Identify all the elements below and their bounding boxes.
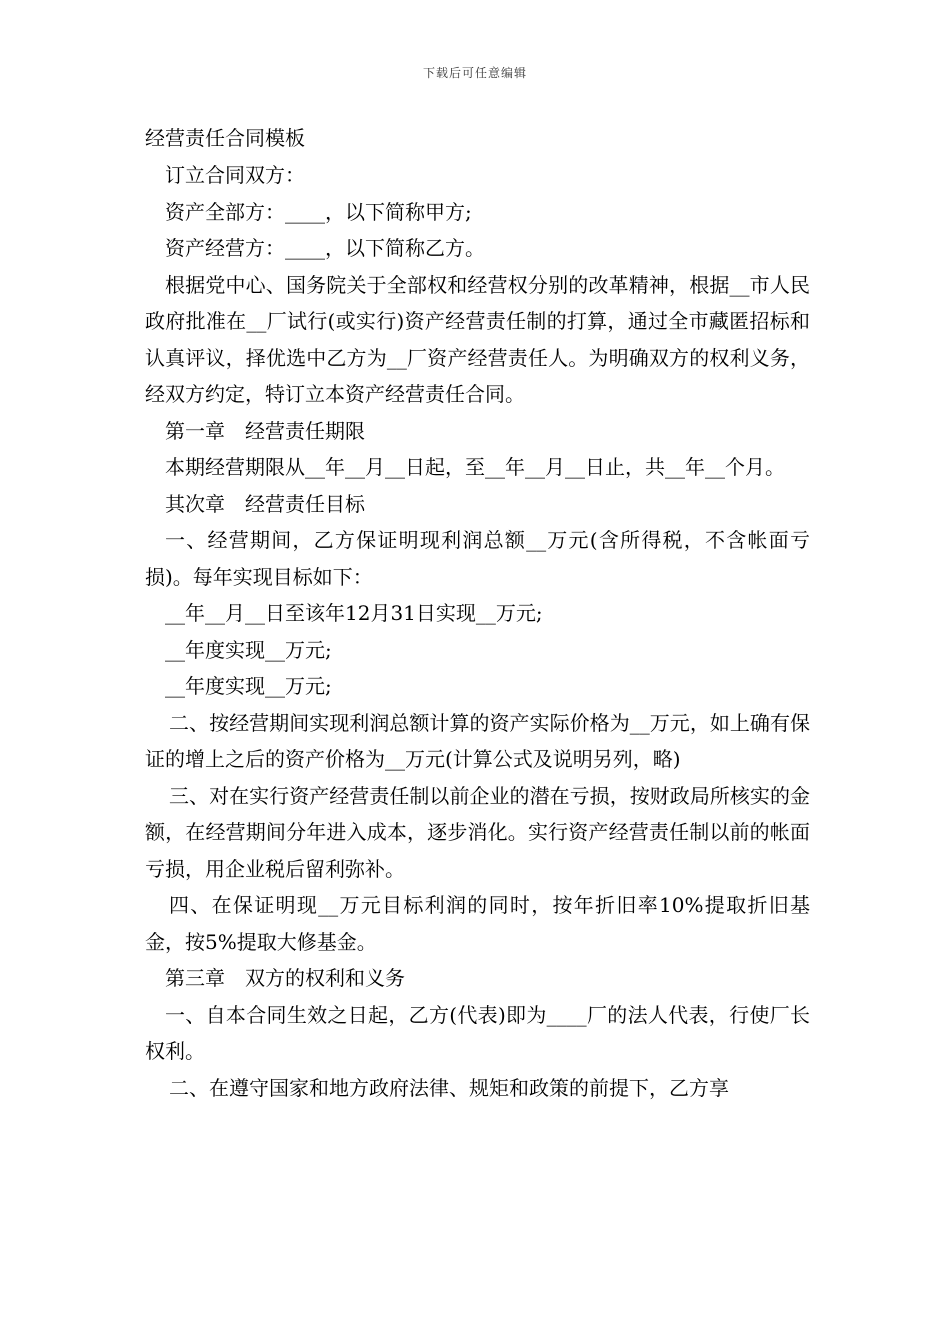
paragraph-target-year-2: __年度实现__万元;: [165, 637, 332, 662]
paragraph-party-b: 资产经营方：____，以下简称乙方。: [165, 236, 485, 260]
paragraph-term: 本期经营期限从__年__月__日起，至__年__月__日止，共__年__个月。: [165, 455, 785, 479]
chapter-2-heading: 其次章 经营责任目标: [165, 491, 365, 516]
paragraph-target-4: 四、在保证明现__万元目标利润的同时，按年折旧率10%提取折旧基金，按5%提取大修基金。: [145, 893, 810, 954]
document-title: 经营责任合同模板: [145, 126, 305, 150]
paragraph-preamble: 根据党中心、国务院关于全部权和经营权分别的改革精神，根据__市人民政府批准在__厂试行(或实行)资产经营责任制的打算，通过全市藏匿招标和认真评议，择优选中乙方为__厂资产经营责任人。为明确双方的权利义务，经双方约定，特订立本资产经营责任合同。: [145, 272, 810, 406]
paragraph-target-year-3: __年度实现__万元;: [165, 674, 332, 698]
paragraph-target-3: 三、对在实行资产经营责任制以前企业的潜在亏损，按财政局所核实的金额，在经营期间分年进入成本，逐步消化。实行资产经营责任制以前的帐面亏损，用企业税后留利弥补。: [145, 783, 810, 881]
paragraph-rights-1: 一、自本合同生效之日起，乙方(代表)即为____厂的法人代表，行使厂长权利。: [145, 1002, 810, 1063]
paragraph-target-1: 一、经营期间，乙方保证明现利润总额__万元(含所得税，不含帐面亏损)。每年实现目标如下：: [145, 528, 810, 589]
chapter-3-heading: 第三章 双方的权利和义务: [165, 966, 405, 990]
header-note: 下载后可任意编辑: [422, 66, 527, 80]
paragraph-rights-2: 二、在遵守国家和地方政府法律、规矩和政策的前提下，乙方享: [169, 1075, 729, 1100]
document-body: [145, 120, 810, 1106]
paragraph-target-2: 二、按经营期间实现利润总额计算的资产实际价格为__万元，如上确有保证的增上之后的资产价格为__万元(计算公式及说明另列，略): [145, 710, 810, 771]
chapter-1-heading: 第一章 经营责任期限: [165, 418, 365, 443]
paragraph-target-year-1: __年__月__日至该年12月31日实现__万元;: [165, 601, 543, 625]
paragraph-parties: 订立合同双方：: [165, 163, 305, 187]
paragraph-party-a: 资产全部方：____，以下简称甲方;: [165, 199, 472, 224]
